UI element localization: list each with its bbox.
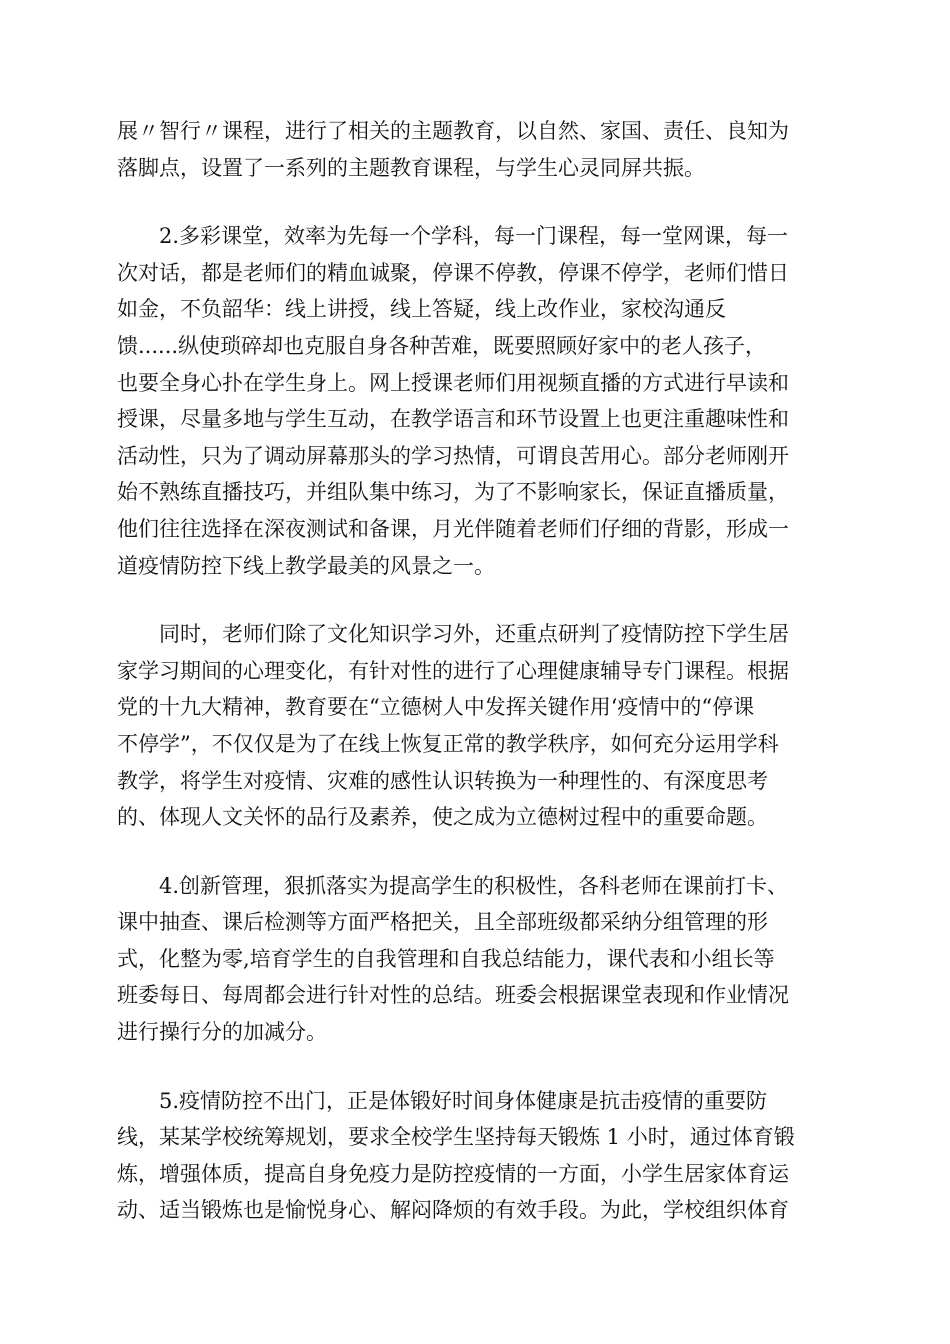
text-line: 5.疫情防控不出门，正是体锻好时间身体健康是抗击疫情的重要防 — [117, 1088, 768, 1113]
text-line: 展〃智行〃课程，进行了相关的主题教育，以自然、家国、责任、良知为 — [117, 119, 789, 143]
text-line: 不停学”，不仅仅是为了在线上恢复正常的教学秩序，如何充分运用学科 — [117, 731, 779, 756]
text-line: 次对话，都是老师们的精血诚聚，停课不停教，停课不停学，老师们惜日 — [117, 260, 789, 285]
paragraph-curriculum — [117, 113, 833, 186]
text-line: 4.创新管理，狠抓落实为提高学生的积极性，各科老师在课前打卡、 — [117, 873, 789, 898]
text-line: 党的十九大精神，教育要在“立德树人中发挥关键作用‘疫情中的“停课 — [117, 695, 755, 720]
text-line: 道疫情防控下线上教学最美的风景之一。 — [117, 553, 495, 578]
text-line: 进行操行分的加减分。 — [117, 1020, 327, 1045]
text-line: 也要全身心扑在学生身上。网上授课老师们用视频直播的方式进行早读和 — [117, 370, 789, 395]
text-line: 如金，不负韶华：线上讲授，线上答疑，线上改作业，家校沟通反 — [117, 297, 726, 322]
text-line: 始不熟练直播技巧，并组队集中练习，为了不影响家长，保证直播质量， — [117, 480, 789, 505]
text-line: 班委每日、每周都会进行针对性的总结。班委会根据课堂表现和作业情况 — [117, 983, 789, 1008]
paragraph-management — [117, 868, 833, 1051]
text-line: 他们往往选择在深夜测试和备课，月光伴随着老师们仔细的背影，形成一 — [117, 516, 789, 541]
paragraph-classroom — [117, 218, 833, 584]
text-line: 馈......纵使琐碎却也克服自身各种苦难，既要照顾好家中的老人孩子， — [117, 333, 767, 358]
text-line: 活动性，只为了调动屏幕那头的学习热情，可谓良苦用心。部分老师刚开 — [117, 443, 789, 468]
text-line: 授课，尽量多地与学生互动，在教学语言和环节设置上也更注重趣味性和 — [117, 407, 789, 432]
text-line: 炼，增强体质，提高自身免疫力是防控疫情的一方面，小学生居家体育运 — [117, 1161, 789, 1186]
text-line: 课中抽查、课后检测等方面严格把关，且全部班级都采纳分组管理的形 — [117, 910, 768, 935]
text-line: 落脚点，设置了一系列的主题教育课程，与学生心灵同屏共振。 — [117, 155, 705, 180]
text-line: 2.多彩课堂，效率为先每一个学科，每一门课程，每一堂网课，每一 — [117, 224, 789, 249]
text-line: 动、适当锻炼也是愉悦身心、解闷降烦的有效手段。为此，学校组织体育 — [117, 1198, 789, 1223]
text-line: 式，化整为零,培育学生的自我管理和自我总结能力，课代表和小组长等 — [117, 946, 775, 971]
document-body — [117, 113, 833, 1261]
paragraph-psychology — [117, 616, 833, 836]
text-line: 的、体现人文关怀的品行及素养，使之成为立德树过程中的重要命题。 — [117, 805, 768, 830]
paragraph-exercise — [117, 1083, 833, 1229]
text-line: 家学习期间的心理变化，有针对性的进行了心理健康辅导专门课程。根据 — [117, 658, 789, 683]
text-line: 线，某某学校统筹规划，要求全校学生坚持每天锻炼 1 小时，通过体育锻 — [117, 1125, 795, 1150]
text-line: 同时，老师们除了文化知识学习外，还重点研判了疫情防控下学生居 — [117, 622, 789, 647]
text-line: 教学，将学生对疫情、灾难的感性认识转换为一种理性的、有深度思考 — [117, 768, 768, 793]
